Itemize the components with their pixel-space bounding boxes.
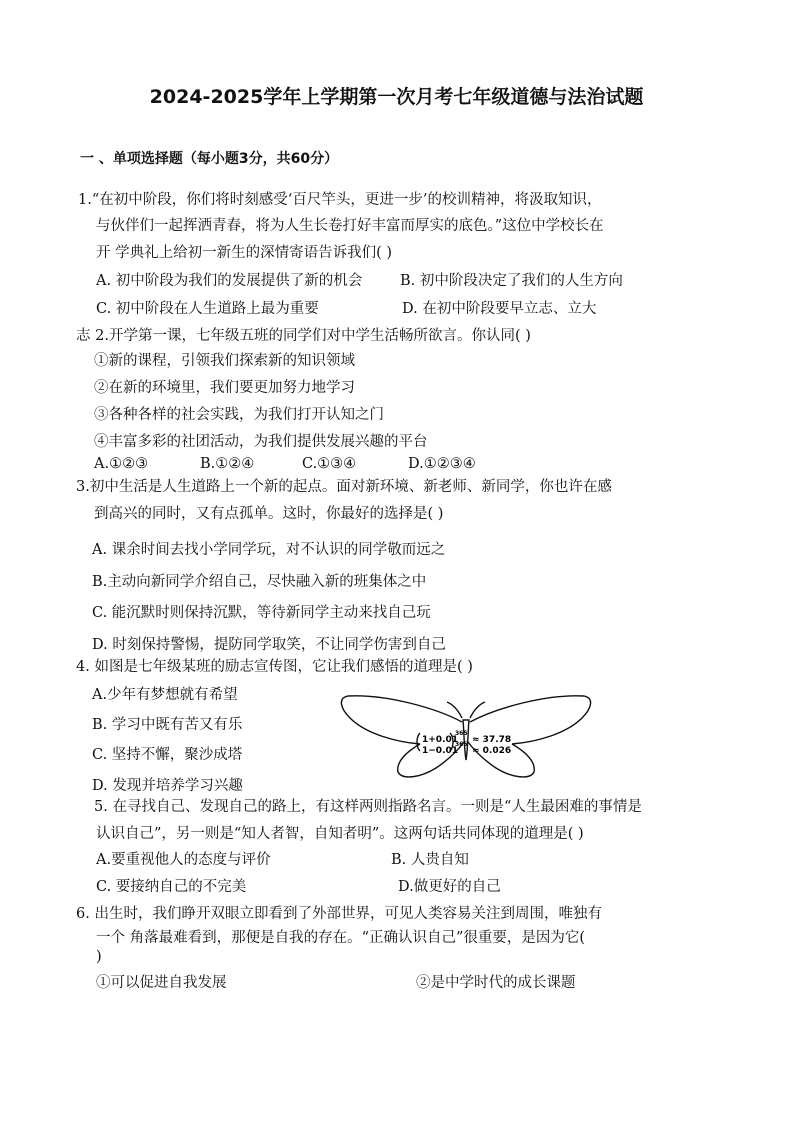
figure-value-1: ≈ 37.78 (472, 735, 512, 745)
q4-option-a: A.少年有梦想就有希望 (92, 687, 238, 703)
q5-line1: 5. 在寻找自己、发现自己的路上，有这样两则指路名言。一则是“人生最困难的事情是 (94, 799, 642, 815)
q5-option-a: A.要重视他人的态度与评价 (96, 852, 271, 868)
q5-option-d: D.做更好的自己 (398, 879, 501, 895)
q1-line2: 与伙伴们一起挥洒青春，将为人生长卷打好丰富而厚实的底色。”这位中学校长在 (96, 218, 604, 234)
q3-line1: 3.初中生活是人生道路上一个新的起点。面对新环境、新老师、新同学，你也许在感 (76, 479, 612, 495)
q3-option-a: A. 课余时间去找小学同学玩，对不认识的同学敬而远之 (92, 542, 446, 558)
q4-option-c: C. 坚持不懈，聚沙成塔 (92, 747, 243, 763)
q2-option-a: A.①②③ (94, 456, 149, 472)
q2-statement-3: ③各种各样的社会实践，为我们打开认知之门 (94, 407, 384, 423)
figure-exponent-1: 365 (455, 730, 468, 737)
q4-line1: 4. 如图是七年级某班的励志宣传图，它让我们感悟的道理是( ) (76, 659, 473, 675)
figure-value-2: ≈ 0.026 (472, 746, 512, 756)
exam-title: 2024-2025学年上学期第一次月考七年级道德与法治试题 (149, 86, 644, 108)
q5-option-b: B. 人贵自知 (391, 852, 469, 868)
q6-line1: 6. 出生时，我们睁开双眼立即看到了外部世界，可见人类容易关注到周围，唯独有 (76, 906, 602, 922)
q1-line3: 开 学典礼上给初一新生的深情寄语告诉我们( ) (96, 245, 393, 261)
q4-option-d: D. 发现并培养学习兴趣 (92, 778, 243, 794)
q4-option-b: B. 学习中既有苦又有乐 (92, 717, 243, 733)
q6-statement-1: ①可以促进自我发展 (96, 975, 227, 991)
q1-option-b: B. 初中阶段决定了我们的人生方向 (400, 273, 623, 289)
q5-line2: 认识自己”，另一则是“知人者智，自知者明”。这两句话共同体现的道理是( ) (96, 826, 584, 842)
q1-option-c: C. 初中阶段在人生道路上最为重要 (96, 301, 319, 317)
figure-base-2: 1−0.01 (422, 746, 459, 756)
q1-line1: 1.“在初中阶段，你们将时刻感受‘百尺竿头，更进一步’的校训精神，将汲取知识， (78, 192, 602, 208)
butterfly-figure (336, 690, 596, 782)
q2-statement-4: ④丰富多彩的社团活动，为我们提供发展兴趣的平台 (94, 434, 428, 450)
q2-option-c: C.①③④ (302, 456, 357, 472)
q2-statement-1: ①新的课程，引领我们探索新的知识领域 (94, 353, 355, 369)
q6-line2: 一个 角落最难看到，那便是自我的存在。“正确认识自己”很重要，是因为它( (96, 930, 586, 946)
q3-option-d: D. 时刻保持警惕，提防同学取笑，不让同学伤害到自己 (92, 637, 446, 653)
q1-option-a: A. 初中阶段为我们的发展提供了新的机会 (96, 273, 363, 289)
q2-option-b: B.①②④ (200, 456, 255, 472)
q2-option-d: D.①②③④ (408, 456, 476, 472)
figure-base-1: 1+0.01 (422, 735, 459, 745)
q1-option-d: D. 在初中阶段要早立志、立大 (402, 301, 597, 317)
section-heading: 一 、单项选择题（每小题3分，共60分） (80, 151, 339, 167)
q2-line1: 志 2.开学第一课，七年级五班的同学们对中学生活畅所欲言。你认同( ) (76, 328, 531, 344)
q5-option-c: C. 要接纳自己的不完美 (96, 879, 247, 895)
q3-option-c: C. 能沉默时则保持沉默，等待新同学主动来找自己玩 (92, 605, 431, 621)
q2-statement-2: ②在新的环境里，我们要更加努力地学习 (94, 380, 355, 396)
q6-statement-2: ②是中学时代的成长课题 (416, 975, 576, 991)
q6-line3: ) (96, 949, 102, 965)
figure-exponent-2: 365 (455, 741, 468, 748)
q3-option-b: B.主动向新同学介绍自己，尽快融入新的班集体之中 (92, 574, 427, 590)
q3-line2: 到高兴的同时，又有点孤单。这时，你最好的选择是( ) (94, 506, 444, 522)
